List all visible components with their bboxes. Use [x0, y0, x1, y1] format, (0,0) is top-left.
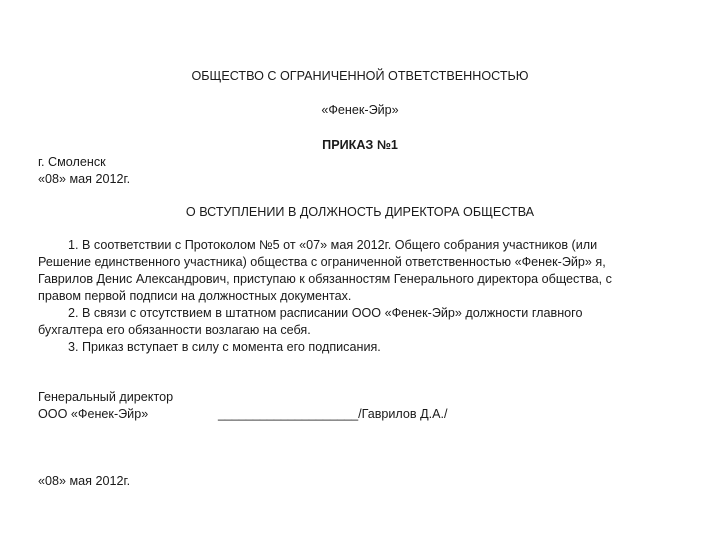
order-title: ПРИКАЗ №1 [322, 138, 398, 152]
clause-1-line: 1. В соответствии с Протоколом №5 от «07» мая 2012г. Общего собрания участников (или [68, 238, 598, 252]
clause-1-line: Гаврилов Денис Александрович, приступаю к обязанностям Генерального директора общества, с [38, 272, 612, 286]
clause-3-line: 3. Приказ вступает в силу с момента его подписания. [68, 340, 381, 354]
clause-1-line: Решение единственного участника) общества с ограниченной ответственностью «Фенек-Эйр» я, [38, 255, 606, 269]
footer-date: «08» мая 2012г. [38, 474, 131, 488]
org-name: «Фенек-Эйр» [321, 103, 399, 117]
clause-1-line: правом первой подписи на должностных документах. [38, 289, 352, 303]
city: г. Смоленск [38, 155, 106, 169]
signature-company: ООО «Фенек-Эйр» [38, 407, 149, 421]
clause-2-line: 2. В связи с отсутствием в штатном расписании ООО «Фенек-Эйр» должности главного [68, 306, 583, 320]
signature-line: ____________________/Гаврилов Д.А./ [218, 407, 448, 421]
clause-2-line: бухгалтера его обязанности возлагаю на себя. [38, 323, 311, 337]
org-type-heading: ОБЩЕСТВО С ОГРАНИЧЕННОЙ ОТВЕТСТВЕННОСТЬЮ [191, 69, 529, 83]
order-date: «08» мая 2012г. [38, 172, 131, 186]
signature-position: Генеральный директор [38, 390, 174, 404]
order-subject: О ВСТУПЛЕНИИ В ДОЛЖНОСТЬ ДИРЕКТОРА ОБЩЕСТВА [185, 205, 535, 219]
